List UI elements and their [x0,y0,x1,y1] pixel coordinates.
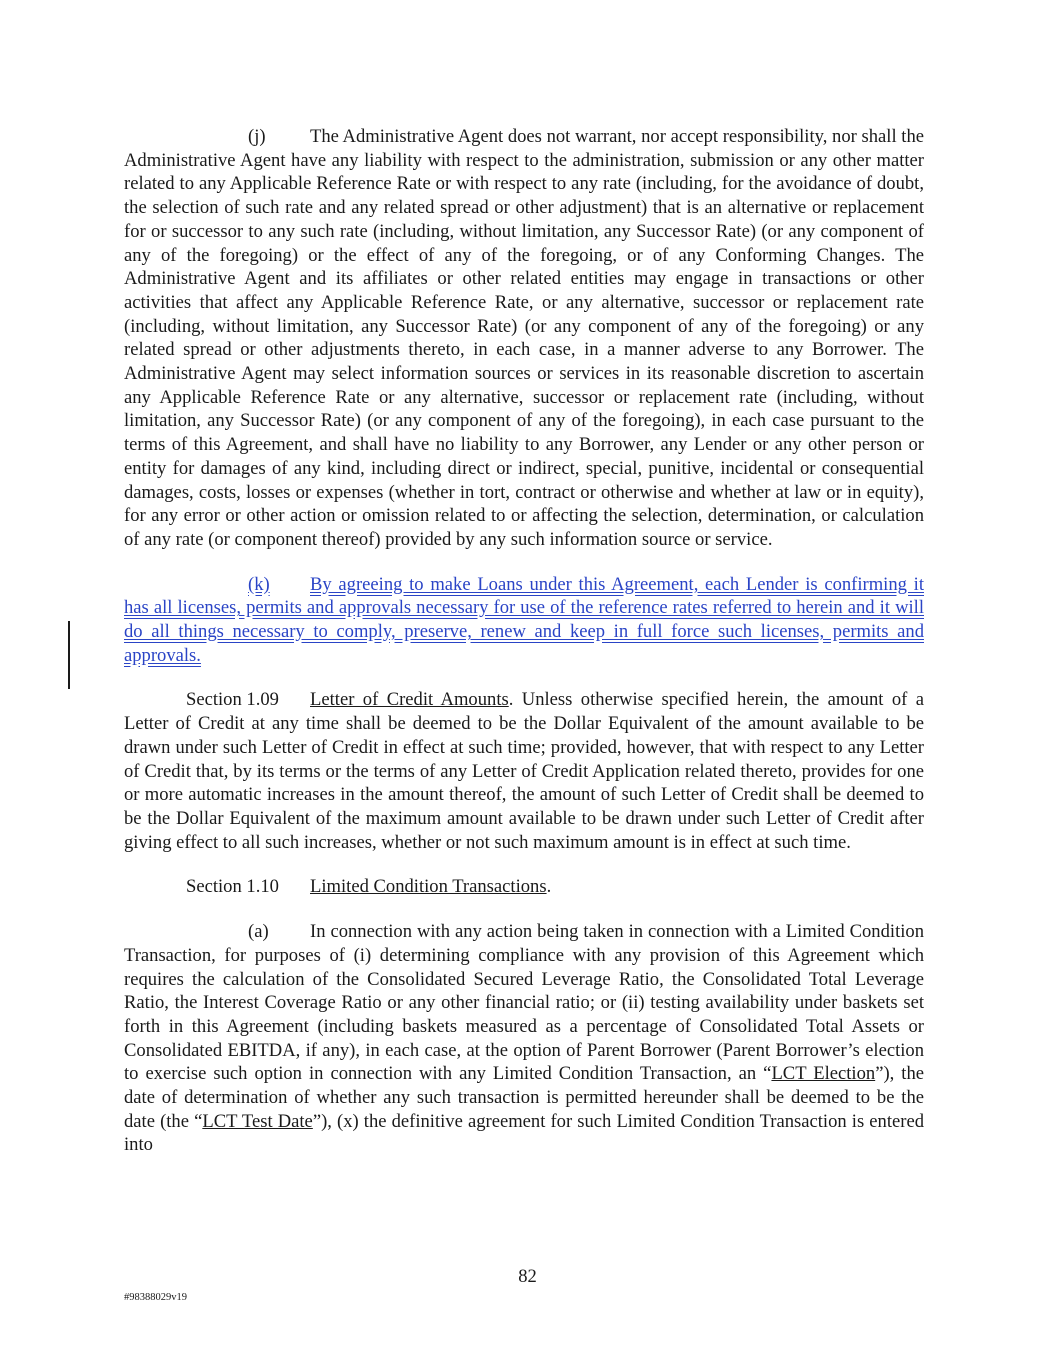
paragraph-a-text-2: ”), the date of determination of whether any such transaction is permitted hereunder shall be deemed to be the date (the “ [124,1063,924,1132]
section-1-10 [124,875,924,899]
document-id: #98388029v19 [124,1292,187,1303]
lct-test-date-term: LCT Test Date [202,1110,313,1132]
paragraph-a-number: (a) [248,921,269,943]
section-1-09 [124,688,924,854]
document-page [124,125,924,1178]
section-1-10-number: Section 1.10 [186,876,279,898]
paragraph-k-inserted [124,573,924,668]
section-1-10-heading: Limited Condition Transactions [310,876,547,898]
section-1-09-heading: Letter of Credit Amounts [310,689,509,711]
paragraph-a-text-3: ”), (x) the definitive agreement for such Limited Condition Transaction is entered into [124,1110,924,1156]
paragraph-j-text: The Administrative Agent does not warrant, nor accept responsibility, nor shall the Administrative Agent have any liability with respect to the administration, submission or any other matter related to any Applicable Reference Rate or with respect to any rate (including, for the avoidance of doubt, the selection of such rate and any related spread or other adjustment) that is an alternative or replacement for or successor to any such rate (including, without limitation, any Successor Rate) (or any component of any of the foregoing) or the effect of any of the foregoing, or of any Conforming Changes. The Administrative Agent and its affiliates or other related entities may engage in transactions or other activities that affect any Applicable Reference Rate, or any alternative, successor or replacement rate (including, without limitation, any Successor Rate) (or any component of any of the foregoing) or any related spread or other adjustments thereto, in each case, in a manner adverse to any Borrower. The Administrative Agent may select information sources or services in its reasonable discretion to ascertain any Applicable Reference Rate or any alternative, successor or replacement rate (including, without limitation, any Successor Rate) (or any component of any of the foregoing), in each case pursuant to the terms of this Agreement, and shall have no liability to any Borrower, any Lender or any other person or entity for damages of any kind, including direct or indirect, special, punitive, incidental or consequential damages, costs, losses or expenses (whether in tort, contract or otherwise and whether at law or in equity), for any error or other action or omission related to or affecting the selection, determination, or calculation of any rate (or component thereof) provided by any such information source or service. [124,126,924,550]
paragraph-a-text-1: In connection with any action being taken in connection with a Limited Condition Transaction, for purposes of (i) determining compliance with any provision of this Agreement which requires the calculation of the Consolidated Secured Leverage Ratio, the Consolidated Total Leverage Ratio, the Interest Coverage Ratio or any other financial ratio; or (ii) testing availability under baskets set forth in this Agreement (including baskets measured as a percentage of Consolidated Total Assets or Consolidated EBITDA, if any), in each case, at the option of Parent Borrower (Parent Borrower’s election to exercise such option in connection with any Limited Condition Transaction, an “ [124,921,924,1085]
paragraph-j-number: (j) [248,126,266,147]
revision-change-bar [68,621,70,689]
paragraph-k-number: (k) [248,573,270,595]
paragraph-j [124,125,924,552]
lct-election-term: LCT Election [771,1063,876,1085]
section-1-09-number: Section 1.09 [186,689,279,711]
paragraph-k-text: By agreeing to make Loans under this Agreement, each Lender is confirming it has all licenses, permits and approvals necessary for use of the reference rates referred to herein and it will do all things necessary to comply, preserve, renew and keep in full force such licenses, permits and approvals. [124,573,924,666]
section-1-10-suffix: . [546,876,552,898]
paragraph-a [124,920,924,1157]
section-1-09-text: . Unless otherwise specified herein, the amount of a Letter of Credit at any time shall be deemed to be the Dollar Equivalent of the amount available to be drawn under such Letter of Credit in effect at such time; provided, however, that with respect to any Letter of Credit that, by its terms or the terms of any Letter of Credit Application related thereto, provides for one or more automatic increases in the amount thereof, the amount of such Letter of Credit shall be deemed to be the Dollar Equivalent of the maximum amount available to be drawn under such Letter of Credit after giving effect to all such increases, whether or not such maximum amount is in effect at such time. [124,689,924,853]
page-number: 82 [518,1266,537,1287]
